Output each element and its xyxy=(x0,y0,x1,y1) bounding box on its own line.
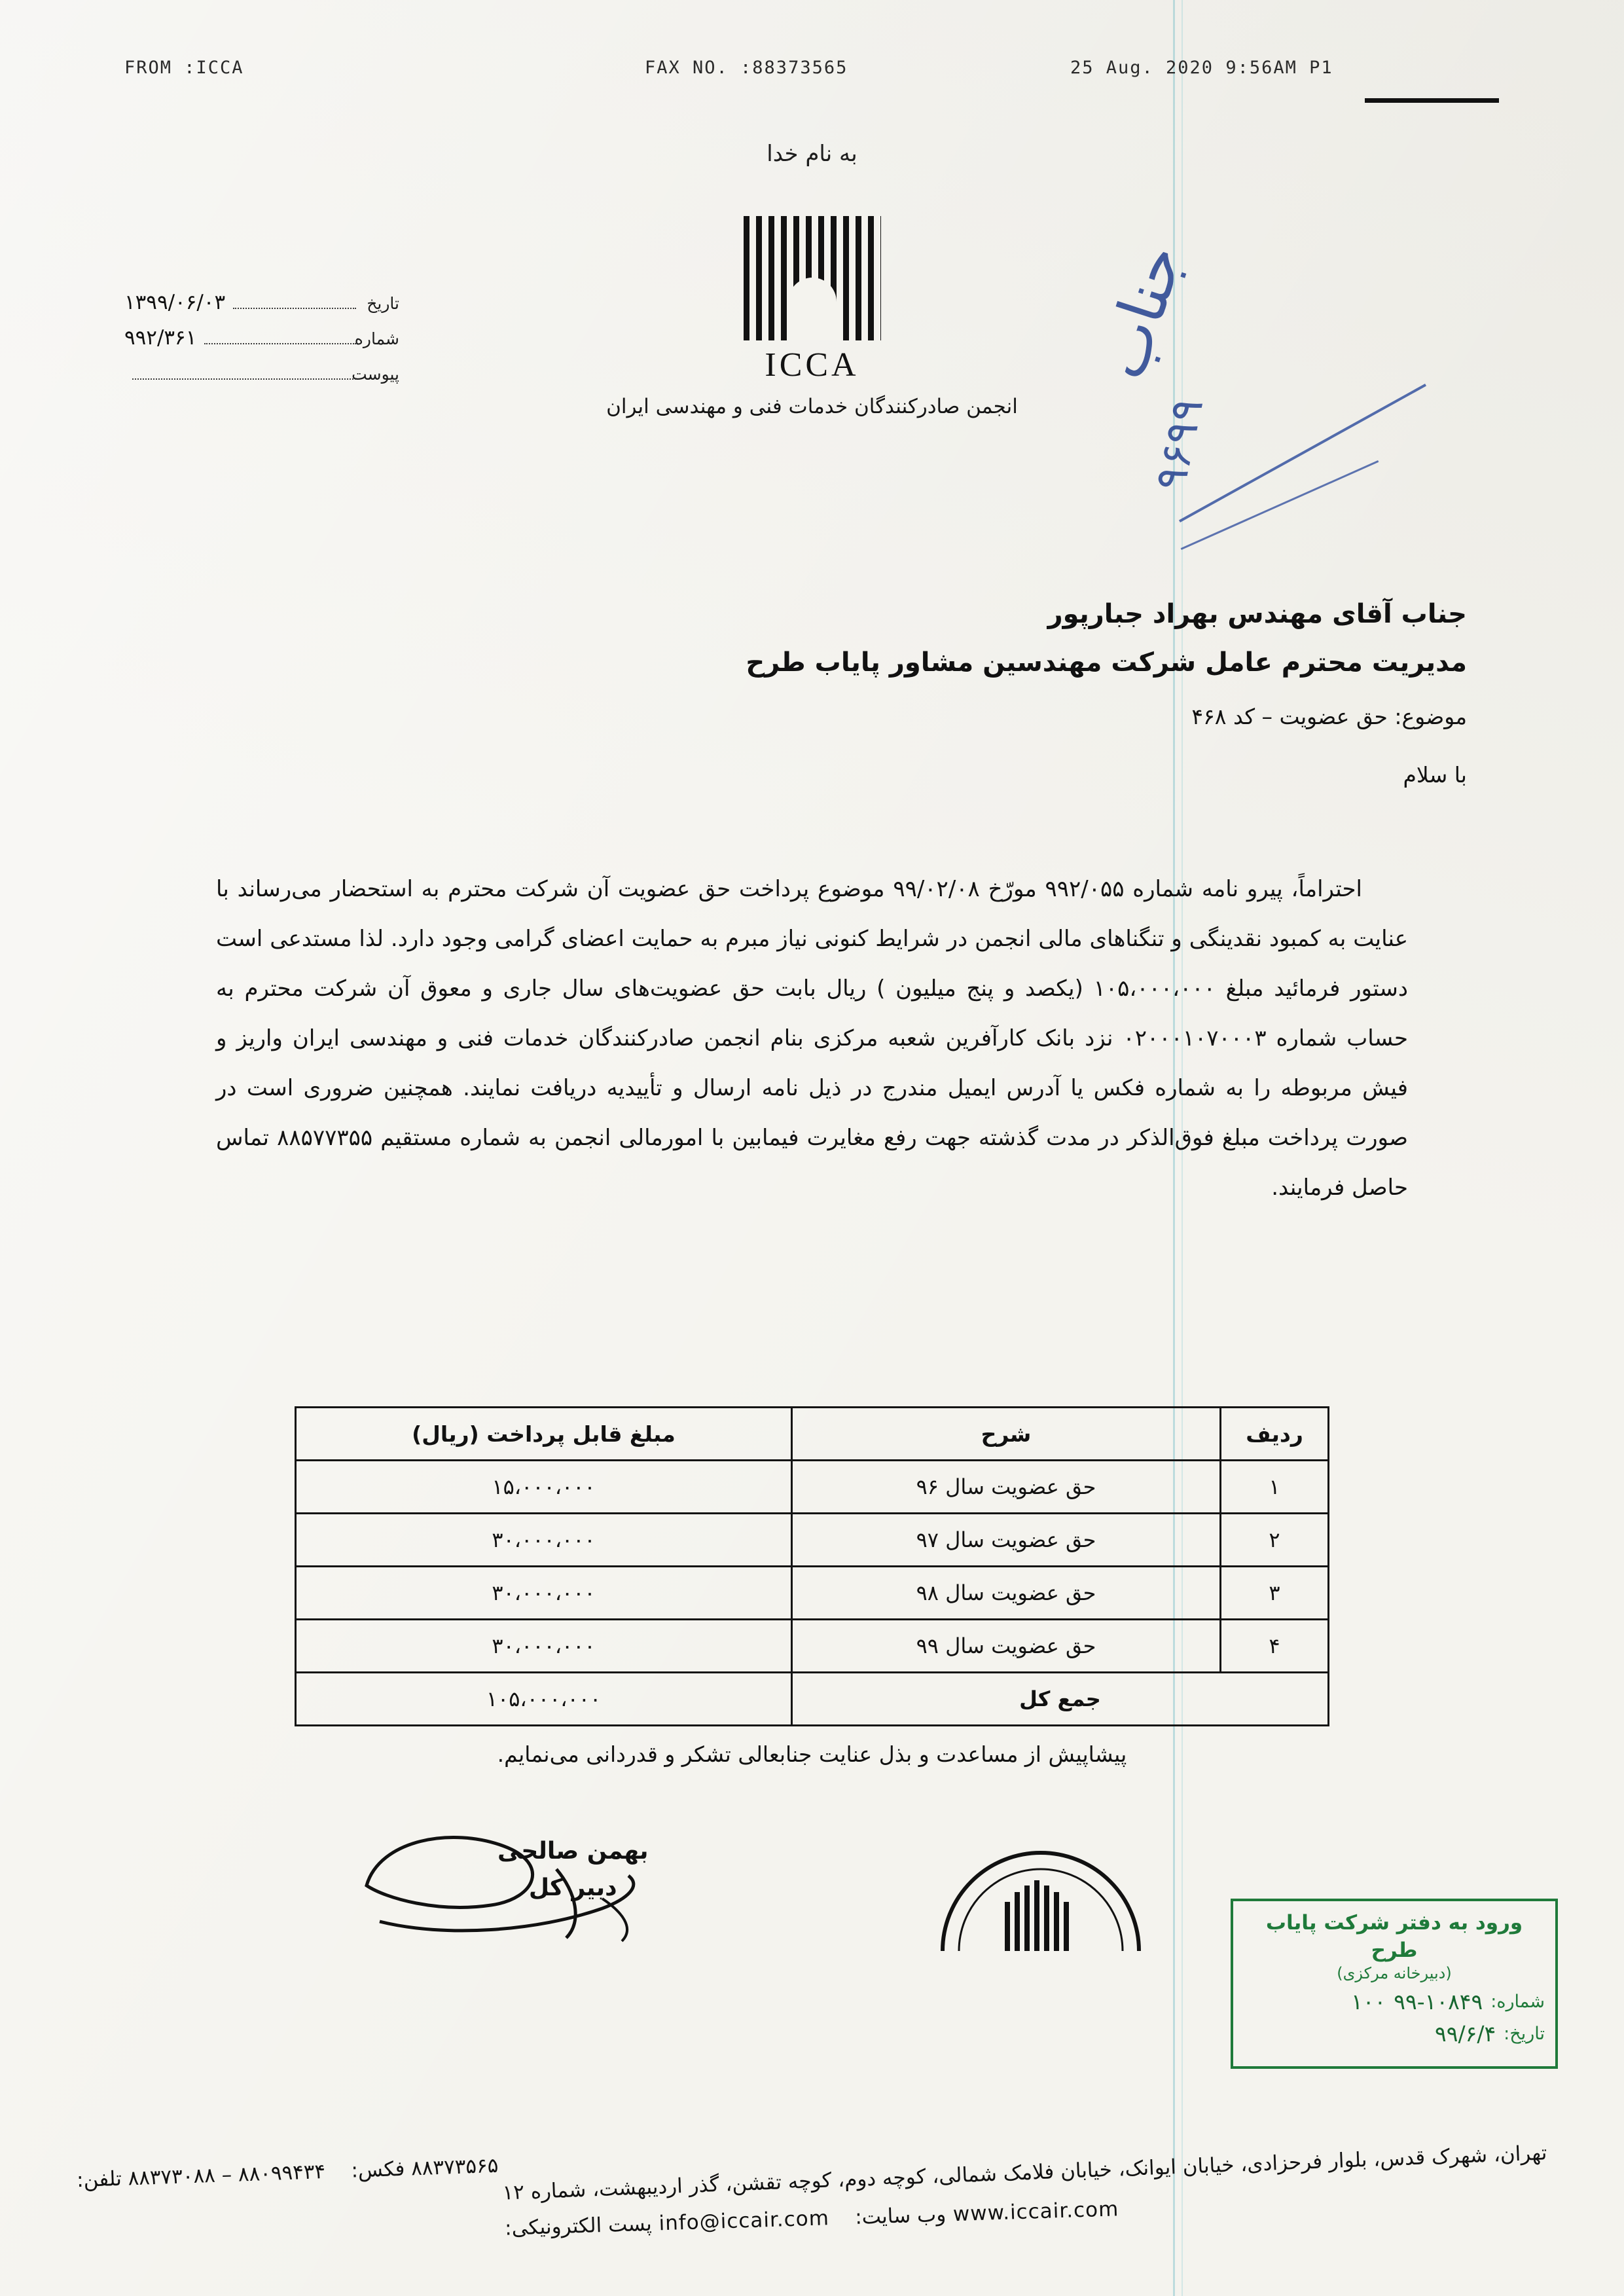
cell-amount: ۳۰،۰۰۰،۰۰۰ xyxy=(296,1514,792,1567)
footer-fax-value: ۸۸۳۷۳۵۶۵ xyxy=(410,2153,499,2181)
addressee-block xyxy=(0,599,1624,805)
cell-description: حق عضویت سال ۹۶ xyxy=(792,1461,1221,1514)
reception-stamp-number-row xyxy=(1244,1989,1545,2014)
fax-transmission-header xyxy=(0,58,1624,84)
fax-number-text: FAX NO. :88373565 xyxy=(645,58,848,78)
letter-footer xyxy=(0,2141,1624,2240)
cell-description: حق عضویت سال ۹۹ xyxy=(792,1620,1221,1673)
letter-number-label: شماره xyxy=(354,329,399,348)
footer-address: تهران، شهرک قدس، بلوار فرحزادی، خیابان ایوانک، خیابان فلامک شمالی، کوچه دوم، کوچه تقشن، گذر اردیبهشت، شماره ۱۲ xyxy=(501,2141,1547,2205)
organization-name: انجمن صادرکنندگان خدمات فنی و مهندسی ایران xyxy=(606,395,1018,418)
letter-date-row xyxy=(124,288,399,314)
reception-stamp-number-prefix: ۱۰۰ xyxy=(1351,1989,1386,2014)
footer-tel-label: تلفن: xyxy=(76,2166,122,2193)
fee-table-container xyxy=(295,1406,1329,1726)
footer-email-label: پست الکترونیکی: xyxy=(504,2212,653,2240)
cell-row-no: ۳ xyxy=(1221,1567,1329,1620)
cell-row-no: ۲ xyxy=(1221,1514,1329,1567)
table-header-row-no: ردیف xyxy=(1221,1408,1329,1461)
reception-stamp-date-row xyxy=(1244,2021,1545,2047)
footer-contact-line xyxy=(77,2154,499,2192)
reception-stamp xyxy=(1231,1899,1558,2069)
fax-header-underline xyxy=(1365,98,1499,103)
table-row xyxy=(296,1620,1329,1673)
table-header-description: شرح xyxy=(792,1408,1221,1461)
fax-datetime-text: 25 Aug. 2020 9:56AM P1 xyxy=(1070,58,1333,78)
addressee-title: مدیریت محترم عامل شرکت مهندسین مشاور پایاب طرح xyxy=(746,647,1467,678)
reception-stamp-number-value: ۹۹-۱۰۸۴۹ xyxy=(1394,1989,1483,2014)
letter-attachment-row xyxy=(124,359,399,384)
letter-number-value: ۹۹۲/۳۶۱ xyxy=(124,326,197,350)
addressee-name: جناب آقای مهندس بهراد جبارپور xyxy=(1047,599,1467,629)
cell-description: حق عضویت سال ۹۸ xyxy=(792,1567,1221,1620)
date-dotted-rule xyxy=(233,288,356,309)
footer-tel-value: ۸۸۰۹۹۴۳۴ – ۸۸۳۷۳۰۸۸ xyxy=(128,2159,327,2191)
signatory-name: بهمن صالحی xyxy=(497,1838,649,1865)
icca-logo-text: ICCA xyxy=(765,346,859,384)
attachment-dotted-rule xyxy=(132,359,356,380)
handwritten-note-icon: جناب xyxy=(1085,235,1198,388)
number-dotted-rule xyxy=(204,323,356,344)
cell-description: حق عضویت سال ۹۷ xyxy=(792,1514,1221,1567)
reception-stamp-title: ورود به دفتر شرکت پایاب طرح xyxy=(1265,1911,1523,1962)
footer-web-value[interactable]: www.iccair.com xyxy=(952,2197,1120,2227)
cell-amount: ۳۰،۰۰۰،۰۰۰ xyxy=(296,1567,792,1620)
reception-stamp-date-label: تاریخ: xyxy=(1504,2024,1545,2044)
cell-row-no: ۱ xyxy=(1221,1461,1329,1514)
signature-block xyxy=(497,1833,649,1906)
cell-amount: ۱۵،۰۰۰،۰۰۰ xyxy=(296,1461,792,1514)
official-seal-icon xyxy=(923,1794,1159,1958)
letter-greeting: با سلام xyxy=(1403,762,1467,788)
letter-date-label: تاریخ xyxy=(367,294,399,313)
total-label: جمع کل xyxy=(792,1673,1329,1726)
fax-from-text: FROM :ICCA xyxy=(124,58,244,78)
footer-fax-label: فکس: xyxy=(351,2157,406,2183)
table-header-amount: مبلغ قابل پرداخت (ریال) xyxy=(296,1408,792,1461)
table-row xyxy=(296,1461,1329,1514)
letter-subject: موضوع: حق عضویت – کد ۴۶۸ xyxy=(1191,704,1467,729)
icca-logo-icon xyxy=(744,216,881,340)
besmellah-text: به نام خدا xyxy=(767,141,857,167)
handwritten-number-icon: ۹۶۹۹ xyxy=(1144,393,1214,495)
table-row xyxy=(296,1567,1329,1620)
letter-attachment-label: پیوست xyxy=(352,365,399,384)
cell-row-no: ۴ xyxy=(1221,1620,1329,1673)
signatory-title: دبیر کل xyxy=(528,1874,617,1901)
letter-number-row xyxy=(124,323,399,350)
footer-email-value[interactable]: info@iccair.com xyxy=(659,2206,830,2236)
reception-stamp-date-value: ۹۹/۶/۴ xyxy=(1435,2021,1496,2047)
footer-web-label: وب سایت: xyxy=(854,2202,947,2229)
membership-fee-table xyxy=(295,1406,1329,1726)
letter-reference-block xyxy=(124,288,399,393)
table-header-row xyxy=(296,1408,1329,1461)
footer-web-line xyxy=(505,2197,1119,2240)
closing-sentence: پیشاپیش از مساعدت و بذل عنایت جنابعالی تشکر و قدردانی می‌نمایم. xyxy=(497,1741,1127,1767)
table-row xyxy=(296,1514,1329,1567)
letter-body xyxy=(216,864,1408,1218)
total-amount: ۱۰۵،۰۰۰،۰۰۰ xyxy=(296,1673,792,1726)
reception-stamp-subtitle: (دبیرخانه مرکزی) xyxy=(1337,1964,1452,1982)
letter-body-paragraph: احتراماً، پیرو نامه شماره ۹۹۲/۰۵۵ مورّخ ۹۹/۰۲/۰۸ موضوع پرداخت حق عضویت آن شرکت محترم به استحضار می‌رساند با عنایت به کمبود نقدینگی و تنگناهای مالی انجمن در شرایط کنونی نیاز مبرم به حمایت اعضای گرامی وجود دارد. لذا مستدعی است دستور فرمائید مبلغ ۱۰۵،۰۰۰،۰۰۰ (یکصد و پنج میلیون ) ریال بابت حق عضویت‌های سال جاری و معوق آن شرکت محترم به حساب شماره ۰۲۰۰۰۱۰۷۰۰۰۳ نزد بانک کارآفرین شعبه مرکزی بنام انجمن صادرکنندگان خدمات فنی و مهندسی ایران واریز و فیش مربوطه را به شماره فکس یا آدرس ایمیل مندرج در ذیل نامه ارسال و تأییدیه دریافت نمایند. همچنین ضروری است در صورت پرداخت مبلغ فوق‌الذکر در مدت گذشته جهت رفع مغایرت فیمابین با امورمالی انجمن به شماره مستقیم ۸۸۵۷۷۳۵۵ تماس حاصل فرمایند. xyxy=(216,876,1408,1201)
reception-stamp-number-label: شماره: xyxy=(1490,1992,1545,2012)
letter-date-value: ۱۳۹۹/۰۶/۰۳ xyxy=(124,291,226,314)
cell-amount: ۳۰،۰۰۰،۰۰۰ xyxy=(296,1620,792,1673)
table-total-row xyxy=(296,1673,1329,1726)
